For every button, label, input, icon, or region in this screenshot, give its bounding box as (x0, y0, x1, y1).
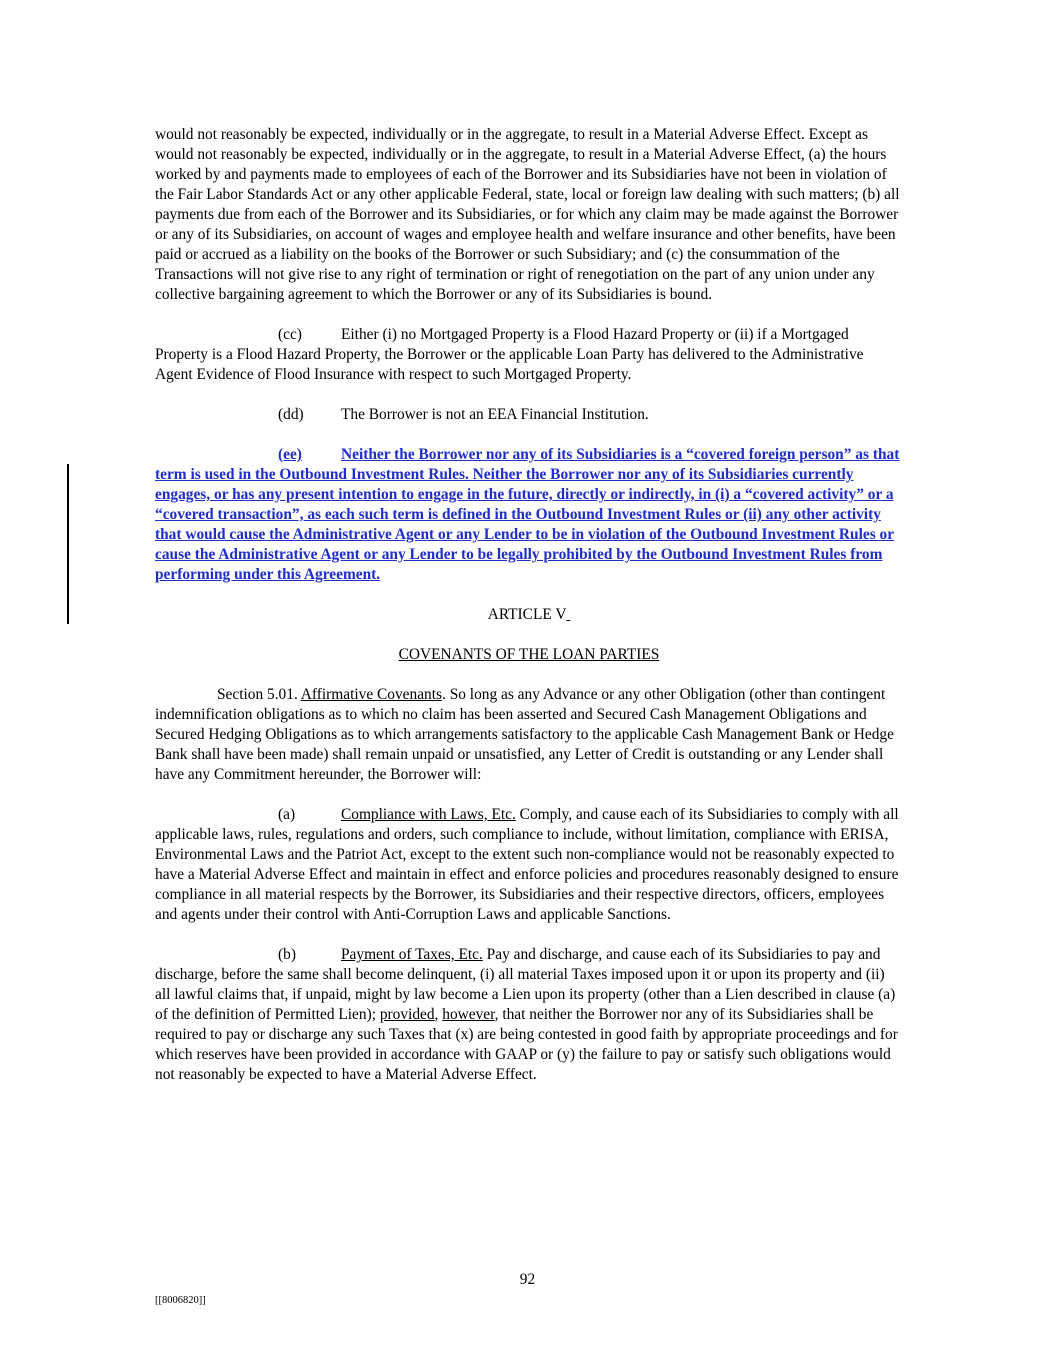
clause-b-text-1: Pay and discharge, and cause each of its Subsidiaries to pay and discharge, before the same shall become delinquent, (i) all material Taxes imposed upon it or upon its property and (ii) all lawful claims that, if unpaid, might by law become a Lien upon its property (other than a Lien described in clause (a) of the definition of Permitted Lien); (155, 946, 896, 1023)
document-id: [[8006820]] (155, 1295, 206, 1306)
clause-a-text: Comply, and cause each of its Subsidiaries to comply with all applicable laws, rules, regulations and orders, such compliance to include, without limitation, compliance with ERISA, Environmental Laws and the Patriot Act, except to the extent such non-compliance would not be reasonably expected to have a Material Adverse Effect and maintain in effect and enforce policies and procedures reasonably designed to ensure compliance in all material respects by the Borrower, its Subsidiaries and their respective directors, officers, employees and agents under their control with Anti-Corruption Laws and applicable Sanctions. (155, 806, 899, 923)
clause-dd (155, 405, 903, 425)
clause-cc (155, 325, 903, 385)
clause-a (155, 805, 903, 925)
clause-b-however: however (442, 1006, 495, 1023)
page-content (155, 125, 903, 1105)
article-title: COVENANTS OF THE LOAN PARTIES (398, 646, 660, 663)
paragraph-continuation: would not reasonably be expected, individually or in the aggregate, to result in a Material Adverse Effect. Except as would not reasonably be expected, individually or in the aggregate, to result in a Material Adverse Effect, (a) the hours worked by and payments made to employees of each of the Borrower and its Subsidiaries have not been in violation of the Fair Labor Standards Act or any other applicable Federal, state, local or foreign law dealing with such matters; (b) all payments due from each of the Borrower and its Subsidiaries, or for which any claim may be made against the Borrower or any of its Subsidiaries, on account of wages and employee health and welfare insurance and other benefits, have been paid or accrued as a liability on the books of the Borrower or such Subsidiary; and (c) the consummation of the Transactions will not give rise to any right of termination or right of renegotiation on the part of any union under any collective bargaining agreement to which the Borrower or any of its Subsidiaries is bound. (155, 126, 900, 303)
clause-b: (b) Payment of Taxes, Etc. Pay and discharge, and cause each of its Subsidiaries to pay and discharge, before the same shall become delinquent, (i) all material Taxes imposed upon it or upon its property and (ii) all lawful claims that, if unpaid, might by law become a Lien upon its property (other than a Lien described in clause (a) of the definition of Permitted Lien); provided, however, that neither the Borrower nor any of its Subsidiaries shall be required to pay or discharge any such Taxes that (x) are being contested in good faith by appropriate proceedings and for which reserves have been provided in accordance with GAAP or (y) the failure to pay or satisfy such obligations would not reasonably be expected to have a Material Adverse Effect. (155, 946, 898, 1083)
change-bar (67, 464, 69, 624)
clause-cc-text: Either (i) no Mortgaged Property is a Flood Hazard Property or (ii) if a Mortgaged Property is a Flood Hazard Property, the Borrower or the applicable Loan Party has delivered to the Administrative Agent Evidence of Flood Insurance with respect to such Mortgaged Property. (155, 326, 864, 383)
clause-a-title: Compliance with Laws, Etc. (341, 806, 516, 823)
page-number: 92 (519, 1271, 536, 1288)
section-text: . So long as any Advance or any other Obligation (other than contingent indemnification obligations as to which no claim has been asserted and Secured Cash Management Obligations and Secured Hedging Obligations as to which arrangements satisfactory to the applicable Cash Management Bank or Hedge Bank shall have been made) shall remain unpaid or unsatisfied, any Letter of Credit is outstanding or any Lender shall have any Commitment hereunder, the Borrower will: (155, 686, 894, 783)
article-heading: ARTICLE V (487, 606, 567, 623)
clause-cc-label: (cc) (278, 326, 302, 343)
clause-b-label: (b) (278, 946, 296, 963)
clause-a-label: (a) (278, 806, 296, 823)
clause-ee-inserted (155, 445, 903, 585)
clause-dd-text: The Borrower is not an EEA Financial Institution. (341, 406, 649, 423)
clause-ee-label: (ee) (278, 446, 302, 463)
clause-ee-text: Neither the Borrower nor any of its Subsidiaries is a “covered foreign person” as that term is used in the Outbound Investment Rules. Neither the Borrower nor any of its Subsidiaries currently engages, or has any present intention to engage in the future, directly or indirectly, in (i) a “covered activity” or a “covered transaction”, as each such term is defined in the Outbound Investment Rules or (ii) any other activity that would cause the Administrative Agent or any Lender to be in violation of the Outbound Investment Rules or cause the Administrative Agent or any Lender to be legally prohibited by the Outbound Investment Rules from performing under this Agreement. (155, 446, 900, 583)
clause-b-text-2: , that neither the Borrower nor any of its Subsidiaries shall be required to pay or discharge any such Taxes that (x) are being contested in good faith by appropriate proceedings and for which reserves have been provided in accordance with GAAP or (y) the failure to pay or satisfy such obligations would not reasonably be expected to have a Material Adverse Effect. (155, 1006, 898, 1083)
section-5-01 (155, 685, 903, 785)
section-title: Affirmative Covenants (300, 686, 442, 703)
section-number: Section 5.01. (217, 686, 298, 703)
clause-dd-label: (dd) (278, 406, 304, 423)
clause-b-provided: provided (379, 1006, 435, 1023)
clause-b-title: Payment of Taxes, Etc. (341, 946, 483, 963)
